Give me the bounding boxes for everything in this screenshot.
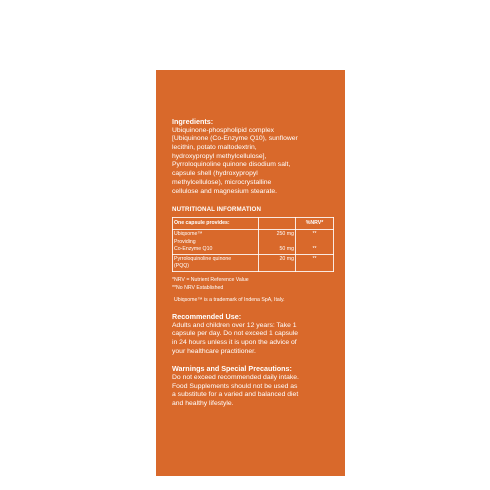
footnote-nrv: *NRV = Nutrient Reference Value bbox=[172, 277, 249, 284]
nutrient-nrv bbox=[295, 230, 333, 255]
recommended-use-line: capsule per day. Do not exceed 1 capsule bbox=[172, 330, 299, 338]
warnings-line: Food Supplements should not be used as bbox=[172, 382, 298, 390]
nutrition-header-row bbox=[173, 218, 334, 230]
warnings-heading: Warnings and Special Precautions: bbox=[172, 364, 292, 374]
ingredients-line: cellulose and magnesium stearate. bbox=[172, 187, 278, 195]
nutrient-nrv-line bbox=[297, 263, 332, 270]
warnings-line: and healthy lifestyle. bbox=[172, 400, 234, 408]
table-row bbox=[173, 255, 334, 272]
nutrition-title: NUTRITIONAL INFORMATION bbox=[172, 206, 262, 214]
ingredients-line: [Ubiquinone (Co-Enzyme Q10), sunflower bbox=[172, 135, 298, 143]
nutrient-name bbox=[173, 230, 259, 255]
recommended-use-heading: Recommended Use: bbox=[172, 312, 242, 322]
nutrition-table bbox=[172, 217, 334, 272]
nutrient-amount-line: 50 mg bbox=[279, 245, 294, 252]
recommended-use-line: Adults and children over 12 years: Take 1 bbox=[172, 321, 297, 329]
table-row bbox=[173, 230, 334, 255]
recommended-use-section bbox=[172, 313, 345, 356]
footnote-no-nrv: **No NRV Established bbox=[172, 284, 224, 291]
nutrient-nrv-line: ** bbox=[312, 256, 317, 263]
warnings-text bbox=[172, 374, 334, 409]
nutrient-amount-line bbox=[260, 263, 294, 270]
ingredients-text bbox=[172, 127, 334, 197]
nutrient-name bbox=[173, 255, 259, 272]
nutrient-name-line: Providing bbox=[174, 238, 196, 245]
header-amount bbox=[258, 218, 295, 230]
nutrient-amount-line: 250 mg bbox=[276, 231, 294, 238]
nutrition-footnotes bbox=[172, 277, 345, 304]
nutrient-amount-line: 20 mg bbox=[279, 256, 294, 263]
ingredients-line: hydroxypropyl methylcellulose], bbox=[172, 152, 267, 160]
warnings-line: a substitute for a varied and balanced diet bbox=[172, 391, 299, 399]
nutrient-nrv bbox=[295, 255, 333, 272]
nutrient-name-line: (PQQ) bbox=[174, 263, 189, 270]
ingredients-line: lecithin, potato maltodextrin, bbox=[172, 144, 257, 151]
nutrient-amount bbox=[258, 255, 295, 272]
label-panel bbox=[156, 70, 345, 476]
nutrient-name-line: Ubiqsome™ bbox=[174, 231, 203, 238]
header-nrv: %NRV* bbox=[295, 218, 333, 230]
nutrient-nrv-line: ** bbox=[312, 231, 317, 238]
ingredients-heading: Ingredients: bbox=[172, 117, 214, 126]
warnings-line: Do not exceed recommended daily intake. bbox=[172, 374, 299, 382]
warnings-section bbox=[172, 365, 345, 408]
ingredients-line: Ubiquinone-phospholipid complex bbox=[172, 126, 275, 134]
nutrient-amount-line bbox=[260, 239, 294, 246]
header-provides: One capsule provides: bbox=[173, 218, 259, 230]
ingredients-line: methylcellulose), microcrystalline bbox=[172, 178, 272, 186]
ingredients-line: Pyrroloquinoline quinone disodium salt, bbox=[172, 161, 291, 169]
nutrient-nrv-line bbox=[297, 239, 332, 246]
ingredients-section bbox=[172, 118, 345, 196]
trademark-note: Ubiqsome™ is a trademark of Indena SpA, Italy. bbox=[174, 296, 285, 303]
ingredients-line: capsule shell (hydroxypropyl bbox=[172, 170, 258, 178]
nutrient-nrv-line: ** bbox=[312, 245, 317, 252]
nutrient-name-line: Pyrroloquinoline quinone bbox=[174, 256, 232, 263]
recommended-use-text bbox=[172, 322, 334, 357]
nutrient-amount bbox=[258, 230, 295, 255]
recommended-use-line: your healthcare practitioner. bbox=[172, 347, 256, 355]
nutrient-name-line: Co-Enzyme Q10 bbox=[174, 245, 213, 252]
recommended-use-line: in 24 hours unless it is upon the advice of bbox=[172, 339, 297, 347]
